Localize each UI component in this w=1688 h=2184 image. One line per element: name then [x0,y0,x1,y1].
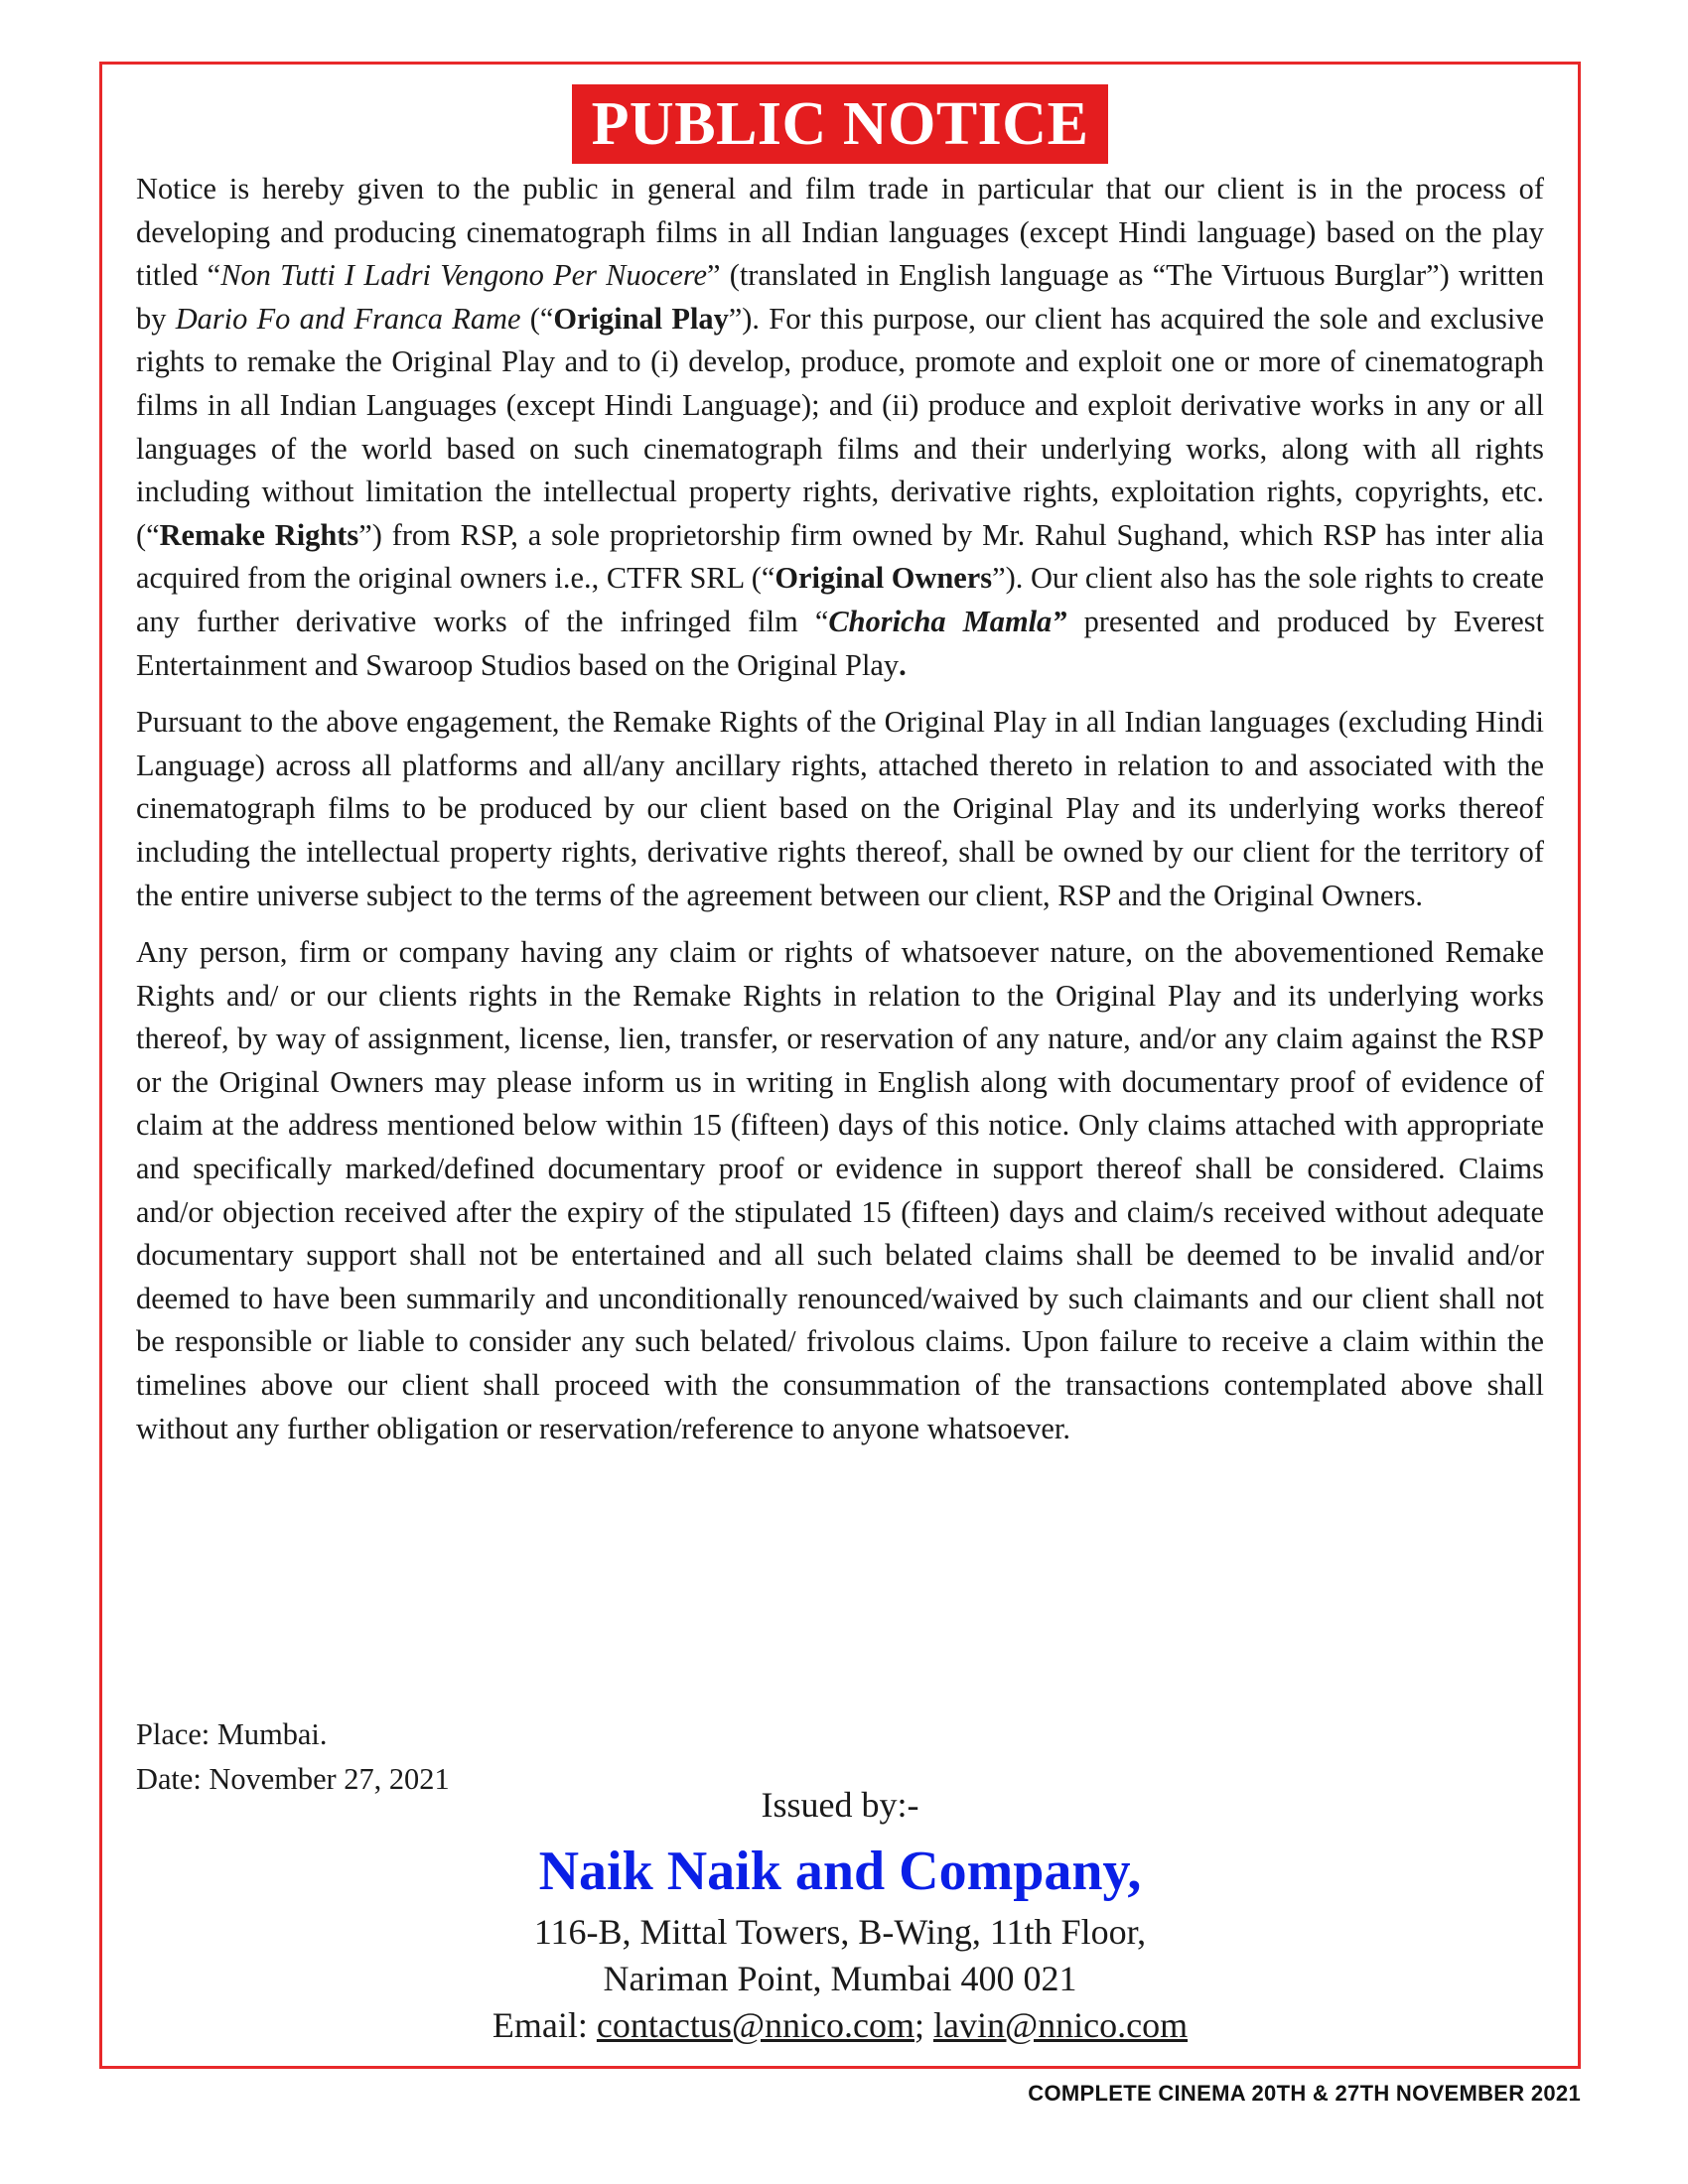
original-owners-term: Original Owners [774,561,993,596]
play-title: Non Tutti I Ladri Vengono Per Nuocere [220,258,708,293]
email-line [102,2002,1578,2049]
p1-text-3: (“ [520,301,554,336]
notice-title: PUBLIC NOTICE [572,84,1109,164]
issuer-block [102,1782,1578,2049]
notice-body [136,168,1544,1464]
authors: Dario Fo and Franca Rame [175,301,521,336]
place: Place: Mumbai. [136,1717,328,1751]
title-wrap [102,84,1578,164]
publication-footer: COMPLETE CINEMA 20TH & 27TH NOVEMBER 2021 [1028,2081,1581,2106]
p1-text-1: Notice is hereby given to the public in general and film trade in particular that our client is in the process of developing and producing cinematograph films in all Indian languages (except Hindi language) based on the play titled “ [136,172,1544,293]
address-line-1: 116-B, Mittal Towers, B-Wing, 11th Floor, [533,1912,1147,1952]
email-label: Email: [492,2005,597,2045]
p1-final-period: . [899,647,907,682]
p1-text-7: presented and produced by Everest Entertainment and Swaroop Studios based on the Original Play [136,604,1545,682]
paragraph-1 [136,168,1544,687]
p1-text-6: ”). Our client also has the sole rights to create any further derivative works of the infringed film “ [136,561,1544,638]
remake-rights-term: Remake Rights [159,517,359,552]
email-link-contactus[interactable]: contactus@nnico.com [596,2005,914,2045]
p1-text-5: ”) from RSP, a sole proprietorship firm owned by Mr. Rahul Sughand, which RSP has inter alia acquired from the original owners i.e., CTFR SRL (“ [136,517,1545,596]
original-play-term: Original Play [553,301,729,336]
paragraph-3: Any person, firm or company having any claim or rights of whatsoever nature, on the abovementioned Remake Rights and/ or our clients rights in the Remake Rights in relation to the Original Play and its underlying works thereof, by way of assignment, license, lien, transfer, or reservation of any nature, and/or any claim against the RSP or the Original Owners may please inform us in writing in English along with documentary proof of evidence of claim at the address mentioned below within 15 (fifteen) days of this notice. Only claims attached with appropriate and specifically marked/defined documentary proof or evidence in support thereof shall be considered. Claims and/or objection received after the expiry of the stipulated 15 (fifteen) days and claim/s received without adequate documentary support shall not be entertained and all such belated claims shall be deemed to be invalid and/or deemed to have been summarily and unconditionally renounced/waived by such claimants and our client shall not be responsible or liable to consider any such belated/ frivolous claims. Upon failure to receive a claim within the timelines above our client shall proceed with the consummation of the transactions contemplated above shall without any further obligation or reservation/reference to anyone whatsoever. [136,935,1544,1445]
address-line-2: Nariman Point, Mumbai 400 021 [603,1959,1077,1998]
issued-by-label: Issued by:- [761,1785,919,1825]
company-name: Naik Naik and Company, [538,1841,1142,1902]
notice-border [99,62,1581,2069]
email-separator: ; [914,2005,933,2045]
p1-text-4: ”). For this purpose, our client has acquired the sole and exclusive rights to remake the Original Play and to (i) develop, produce, promote and exploit one or more of cinematograph films in all Indian Languages (except Hindi Language); and (ii) produce and exploit derivative works in any or all languages of the world based on such cinematograph films and their underlying works, along with all rights including without limitation the intellectual property rights, derivative rights, exploitation rights, copyrights, etc. (“ [136,301,1544,552]
date: Date: November 27, 2021 [136,1762,450,1796]
paragraph-2: Pursuant to the above engagement, the Remake Rights of the Original Play in all Indian languages (excluding Hindi Language) across all platforms and all/any ancillary rights, attached thereto in relation to and associated with the cinematograph films to be produced by our client based on the Original Play and its underlying works thereof including the intellectual property rights, derivative rights thereof, shall be owned by our client for the territory of the entire universe subject to the terms of the agreement between our client, RSP and the Original Owners. [136,705,1544,912]
p1-text-2: ” (translated in English language as “The Virtuous Burglar”) written by [136,258,1545,336]
email-link-lavin[interactable]: lavin@nnico.com [932,2005,1189,2045]
film-title: Choricha Mamla” [828,604,1067,638]
